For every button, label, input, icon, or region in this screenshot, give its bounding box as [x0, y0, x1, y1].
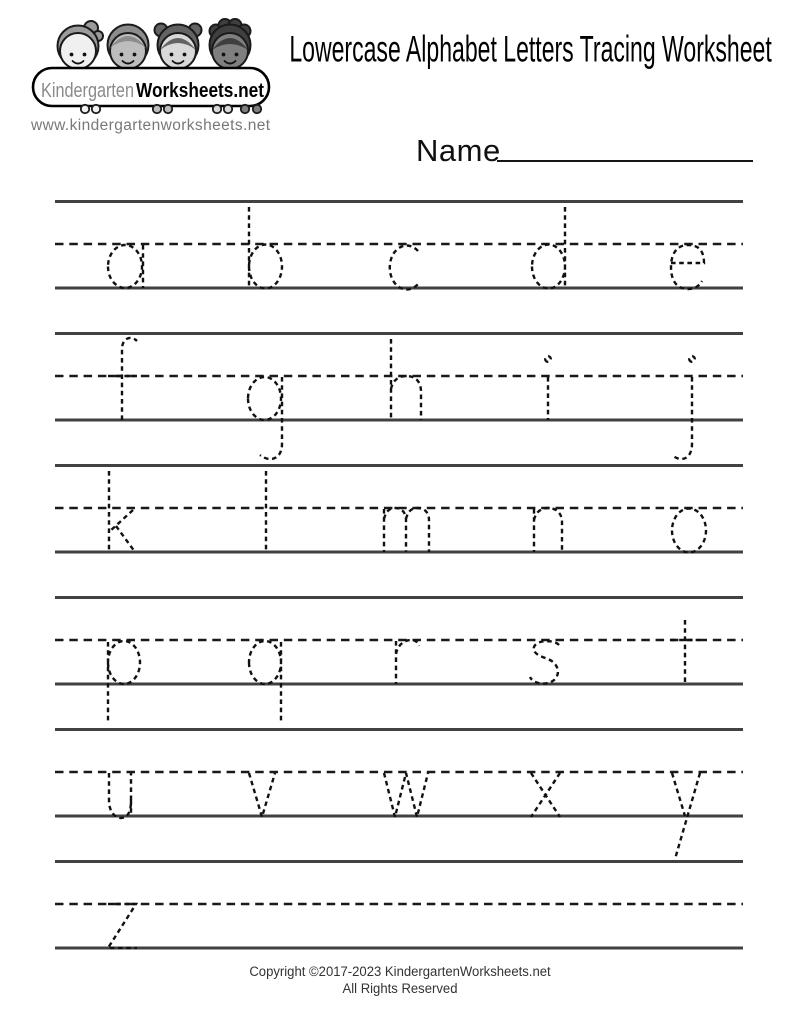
rights-text: All Rights Reserved [342, 981, 458, 996]
trace-letter-w [384, 773, 428, 817]
writing-row-2 [0, 326, 800, 478]
trace-letter-n [534, 508, 562, 552]
trace-letter-f [108, 338, 137, 420]
writing-row-3 [0, 458, 800, 610]
trace-letter-b [249, 207, 282, 289]
writing-row-5 [0, 722, 800, 874]
writing-row-4 [0, 590, 800, 742]
logo-text-regular: Kindergarten [41, 79, 134, 102]
site-url: www.kindergartenworksheets.net [31, 117, 271, 134]
trace-letter-h [391, 339, 421, 420]
trace-letter-c [390, 246, 418, 290]
logo-text-bold: Worksheets.net [136, 79, 265, 102]
trace-letter-e [671, 245, 704, 289]
copyright-text: Copyright ©2017-2023 KindergartenWorksheets.net [249, 964, 551, 979]
trace-letter-s [530, 641, 559, 683]
trace-letter-o [672, 509, 706, 553]
trace-letter-d [532, 207, 565, 289]
trace-letter-t [671, 620, 700, 684]
name-write-line [497, 136, 753, 162]
kid-girl-pigtails-icon [155, 24, 202, 70]
kindergarten-worksheets-logo [28, 12, 276, 126]
trace-letter-u [109, 773, 131, 818]
trace-letter-m [384, 508, 429, 552]
trace-letter-r [396, 640, 419, 684]
trace-letter-g [248, 377, 282, 459]
kid-boy-curly-icon [210, 19, 251, 69]
footer [12, 963, 788, 997]
page-title: Lowercase Alphabet Letters Tracing Worksheet [289, 27, 772, 70]
trace-letter-z [108, 904, 137, 948]
trace-letter-k [109, 471, 135, 552]
trace-letter-j [672, 356, 695, 459]
name-label: Name [416, 133, 501, 168]
trace-letter-i [545, 356, 551, 420]
trace-letter-x [531, 773, 560, 817]
kid-girl-ponytail-icon [58, 21, 104, 69]
writing-row-1 [0, 194, 800, 346]
trace-letter-v [249, 773, 275, 817]
kid-boy-icon [108, 25, 149, 70]
trace-letter-a [108, 245, 143, 288]
